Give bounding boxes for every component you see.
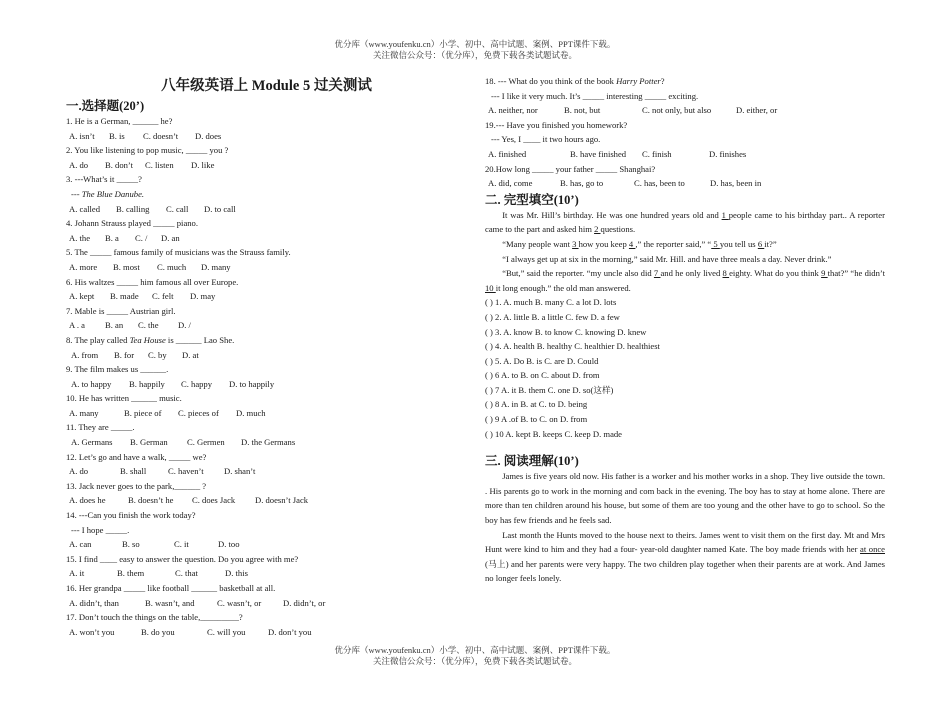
- question-5-options: A. more B. most C. much D. many: [69, 261, 231, 272]
- question-18-options: A. neither, nor B. not, but C. not only, but also D. either, or: [488, 105, 778, 116]
- cloze-option-6: ( ) 6 A. to B. on C. about D. from: [485, 370, 600, 381]
- question-14-options: A. can B. so C. it D. too: [69, 539, 240, 550]
- question-18: 18. --- What do you think of the book Harry Potter?: [485, 76, 665, 86]
- question-14: 14. ---Can you finish the work today?: [66, 510, 196, 521]
- question-12-options: A. do B. shall C. haven’t D. shan’t: [69, 466, 256, 477]
- question-3: 3. ---What’s it _____?: [66, 174, 142, 185]
- question-16: 16. Her grandpa _____ like football ______ basketball at all.: [66, 583, 276, 593]
- cloze-option-2: ( ) 2. A. little B. a little C. few D. a few: [485, 311, 620, 322]
- cloze-option-5: ( ) 5. A. Do B. is C. are D. Could: [485, 355, 599, 366]
- question-14-answer-line: --- I hope _____.: [71, 524, 130, 535]
- question-1-options: A. isn’t B. is C. doesn’t D. does: [69, 130, 222, 141]
- section2-heading: 二. 完型填空(10’): [485, 192, 579, 207]
- cloze-option-3: ( ) 3. A. know B. to know C. knowing D. knew: [485, 326, 647, 337]
- page-footer: [0, 645, 950, 667]
- question-18-answer-line: --- I like it very much. It’s _____ interesting _____ exciting.: [491, 90, 699, 101]
- question-12: 12. Let’s go and have a walk, _____ we?: [66, 451, 207, 462]
- question-17: 17. Don’t touch the things on the table,_________?: [66, 612, 243, 623]
- question-19: 19.--- Have you finished you homework?: [485, 119, 628, 130]
- left-column: [66, 74, 471, 639]
- cloze-option-8: ( ) 8 A. in B. at C. to D. being: [485, 399, 588, 410]
- question-5: 5. The _____ famous family of musicians was the Strauss family.: [66, 247, 291, 258]
- question-15-options: A. it B. them C. that D. this: [69, 568, 248, 579]
- question-13-options: A. does he B. doesn’t he C. does Jack D. doesn’t Jack: [69, 495, 309, 506]
- reading-paragraph-2: Last month the Hunts moved to the house next to theirs. James went to visit them on the first day. Mt and Mrs Hunt were kind to him and they had a four- year-old daughter named Kate. The boy made friends with her at once (马上) and her parents were very happy. The two children play together when their parents are at work. And James no longer feels lonely.: [485, 529, 885, 584]
- question-10-options: A. many B. piece of C. pieces of D. much: [69, 407, 266, 418]
- question-9: 9. The film makes us ______.: [66, 364, 169, 375]
- question-9-options: A. to happy B. happily C. happy D. to happily: [71, 378, 275, 389]
- cloze-paragraph-3: “I always get up at six in the morning,” said Mr. Hill. and have three meals a day. Never drink.”: [502, 253, 832, 264]
- question-19-answer-line: --- Yes, I ____ it two hours ago.: [491, 134, 601, 145]
- question-7-options: A . a B. an C. the D. /: [69, 320, 191, 331]
- question-1: 1. He is a German, ______ he?: [66, 116, 173, 126]
- cloze-paragraph-1: It was Mr. Hill’s birthday. He was one hundred years old and 1 people came to his birthday part.. A reporter came to the part and asked him 2 questions.: [485, 209, 885, 235]
- cloze-paragraph-4: “But,” said the reporter. “my uncle also did 7 and he only lived 8 eighty. What do you think 9 that?” “he didn’t 10 it long enough.” the old man answered.: [485, 268, 885, 293]
- question-7: 7. Mable is _____ Austrian girl.: [66, 305, 176, 316]
- question-6: 6. His waltzes _____ him famous all over Europe.: [66, 276, 239, 287]
- question-11: 11. They are _____.: [66, 422, 135, 433]
- cloze-option-10: ( ) 10 A. kept B. keeps C. keep D. made: [485, 428, 622, 439]
- right-column: [485, 74, 885, 586]
- question-8: 8. The play called Tea House is ______ Lao She.: [66, 334, 235, 345]
- question-4-options: A. the B. a C. / D. an: [69, 232, 180, 243]
- question-20-options: A. did, come B. has, go to C. has, been to D. has, been in: [488, 178, 762, 189]
- section3-heading: 三. 阅读理解(10’): [485, 454, 579, 469]
- question-11-options: A. Germans B. German C. Germen D. the Germans: [71, 437, 296, 448]
- header-line-2: 关注微信公众号：（优分库），免费下载各类试题试卷。: [372, 50, 577, 60]
- question-19-options: A. finished B. have finished C. finish D. finishes: [488, 148, 747, 159]
- cloze-paragraph-2: “Many people want 3 how you keep 4 ,” the reporter said,” “ 5 you tell us 6 it?”: [502, 238, 777, 249]
- question-2-options: A. do B. don’t C. listen D. like: [69, 159, 215, 170]
- cloze-option-9: ( ) 9 A .of B. to C. on D. from: [485, 414, 588, 425]
- footer-line-2: 关注微信公众号：（优分库），免费下载各类试题试卷。: [372, 656, 577, 666]
- page-title: 八年级英语上 Module 5 过关测试: [161, 78, 372, 94]
- cloze-option-1: ( ) 1. A. much B. many C. a lot D. lots: [485, 297, 617, 308]
- footer-line-1: 优分库（www.youfenku.cn）小学、初中、高中试题、案例、PPT课件下载。: [334, 645, 616, 655]
- header-line-1: 优分库（www.youfenku.cn）小学、初中、高中试题、案例、PPT课件下载。: [334, 39, 616, 49]
- section1-heading: 一.选择题(20’): [66, 99, 145, 113]
- question-3-answer-line: --- The Blue Danube.: [71, 188, 145, 199]
- question-20: 20.How long _____ your father _____ Shanghai?: [485, 163, 656, 174]
- reading-paragraph-1: James is five years old now. His father is a worker and his mother works in a shop. They live outside the town. . His parents go to work in the morning and com back in the evening. The boy has to stay at home alone. There are more than ten children around his house, but some of them are too young and the other have to go to school. So the boy has few friends and he feels sad.: [485, 471, 885, 526]
- question-15: 15. I find ____ easy to answer the question. Do you agree with me?: [66, 553, 299, 564]
- cloze-option-4: ( ) 4. A. health B. healthy C. healthier D. healthiest: [485, 341, 660, 352]
- question-6-options: A. kept B. made C. felt D. may: [69, 291, 216, 302]
- question-8-options: A. from B. for C. by D. at: [71, 349, 199, 360]
- question-4: 4. Johann Strauss played _____ piano.: [66, 218, 198, 229]
- question-17-options: A. won’t you B. do you C. will you D. don’t you: [69, 626, 312, 637]
- question-16-options: A. didn’t, than B. wasn’t, and C. wasn’t, or D. didn’t, or: [69, 597, 326, 608]
- question-13: 13. Jack never goes to the park,______ ?: [66, 480, 207, 491]
- question-10: 10. He has written ______ music.: [66, 393, 182, 404]
- question-3-options: A. called B. calling C. call D. to call: [69, 203, 236, 214]
- page-header: [0, 39, 950, 61]
- cloze-option-7: ( ) 7 A. it B. them C. one D. so(这样): [485, 384, 614, 395]
- question-2: 2. You like listening to pop music, _____ you ?: [66, 145, 229, 156]
